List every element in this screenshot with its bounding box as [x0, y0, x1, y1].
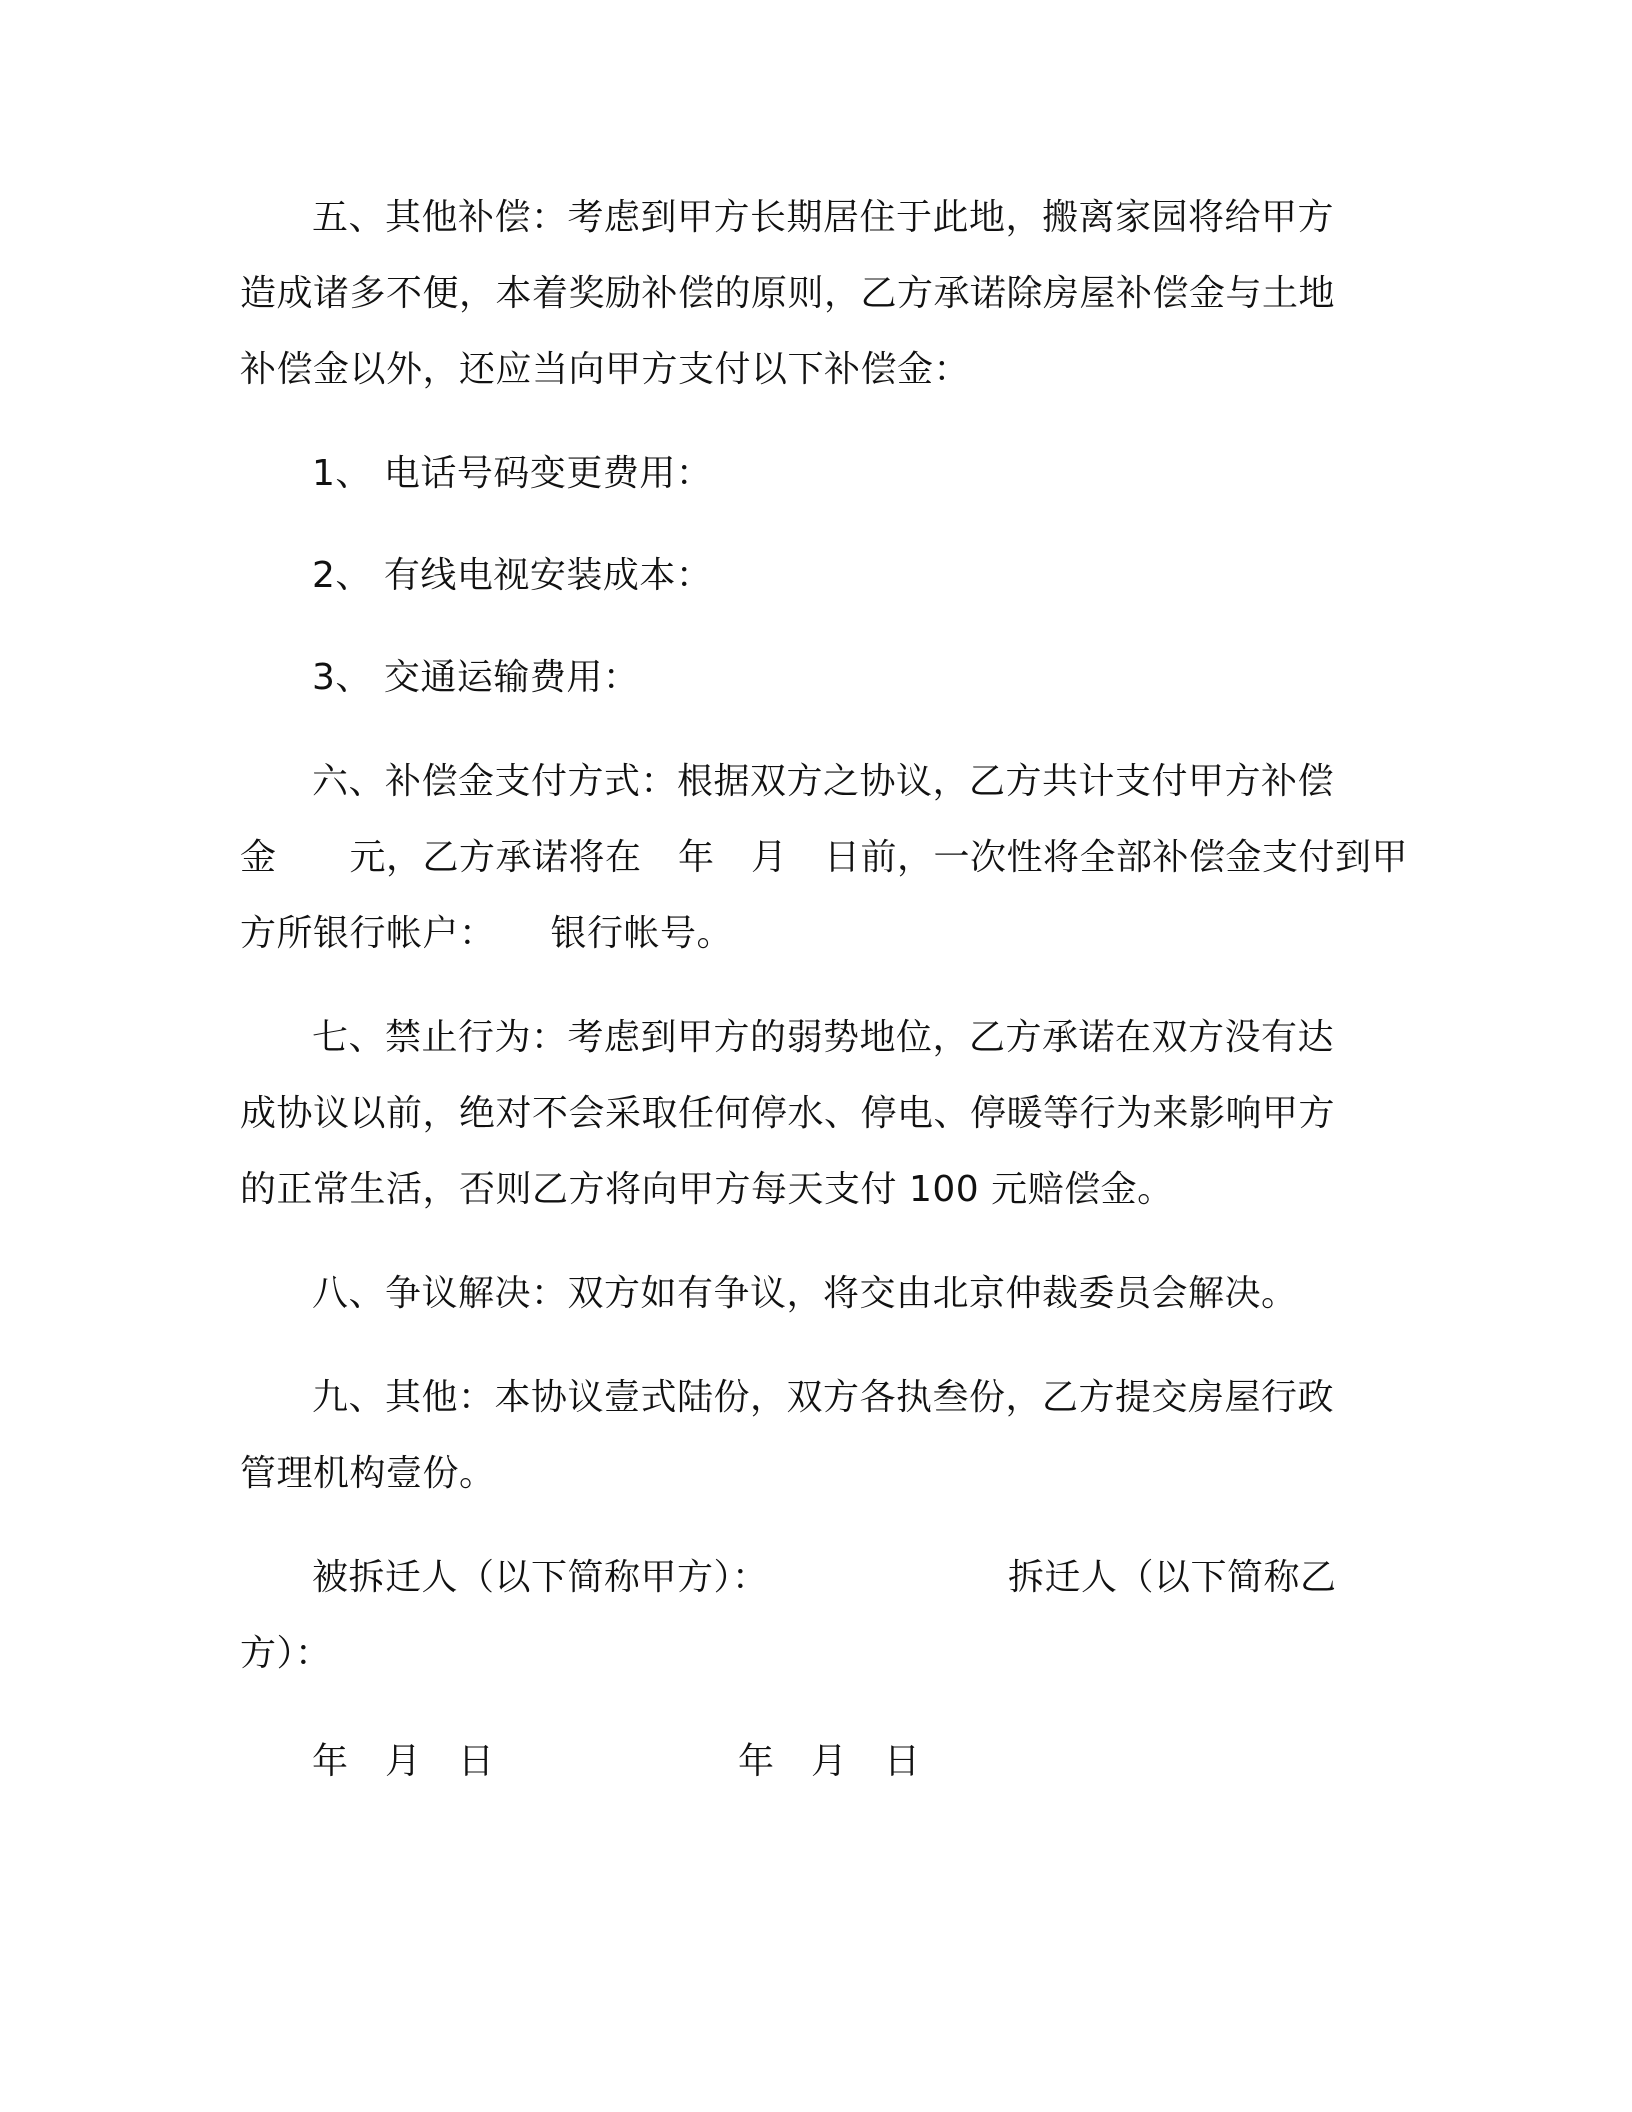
- section5-line2: 造成诸多不便，本着奖励补偿的原则，乙方承诺除房屋补偿金与土地: [240, 273, 1336, 314]
- section6-line1: 六、补偿金支付方式：根据双方之协议，乙方共计支付甲方补偿: [312, 761, 1335, 802]
- section8-line1: 八、争议解决：双方如有争议，将交由北京仲裁委员会解决。: [312, 1273, 1298, 1314]
- section7-line1: 七、禁止行为：考虑到甲方的弱势地位，乙方承诺在双方没有达: [312, 1017, 1335, 1058]
- signature-party-b: 拆迁人（以下简称乙: [1008, 1557, 1337, 1598]
- signature-party-a: 被拆迁人（以下简称甲方）：: [312, 1557, 769, 1598]
- section9-line2: 管理机构壹份。: [240, 1453, 496, 1494]
- section7-line3: 的正常生活，否则乙方将向甲方每天支付 100 元赔偿金。: [240, 1169, 1174, 1210]
- section6-line2: 金 元，乙方承诺将在 年 月 日前，一次性将全部补偿金支付到甲: [240, 837, 1409, 878]
- section5-item-3: 3、 交通运输费用：: [312, 657, 640, 698]
- section5-item-1: 1、 电话号码变更费用：: [312, 453, 713, 494]
- section7-line2: 成协议以前，绝对不会采取任何停水、停电、停暖等行为来影响甲方: [240, 1093, 1336, 1134]
- section5-item-2: 2、 有线电视安装成本：: [312, 555, 713, 596]
- section9-line1: 九、其他：本协议壹式陆份，双方各执叁份，乙方提交房屋行政: [312, 1377, 1335, 1418]
- signature-party-b-cont: 方）：: [240, 1633, 332, 1674]
- section5-line1: 五、其他补偿：考虑到甲方长期居住于此地，搬离家园将给甲方: [312, 197, 1335, 238]
- signature-date-b: 年 月 日: [738, 1741, 921, 1782]
- section6-line3: 方所银行帐户： 银行帐号。: [240, 913, 734, 954]
- signature-date-a: 年 月 日: [312, 1741, 495, 1782]
- section5-line3: 补偿金以外，还应当向甲方支付以下补偿金：: [240, 349, 971, 390]
